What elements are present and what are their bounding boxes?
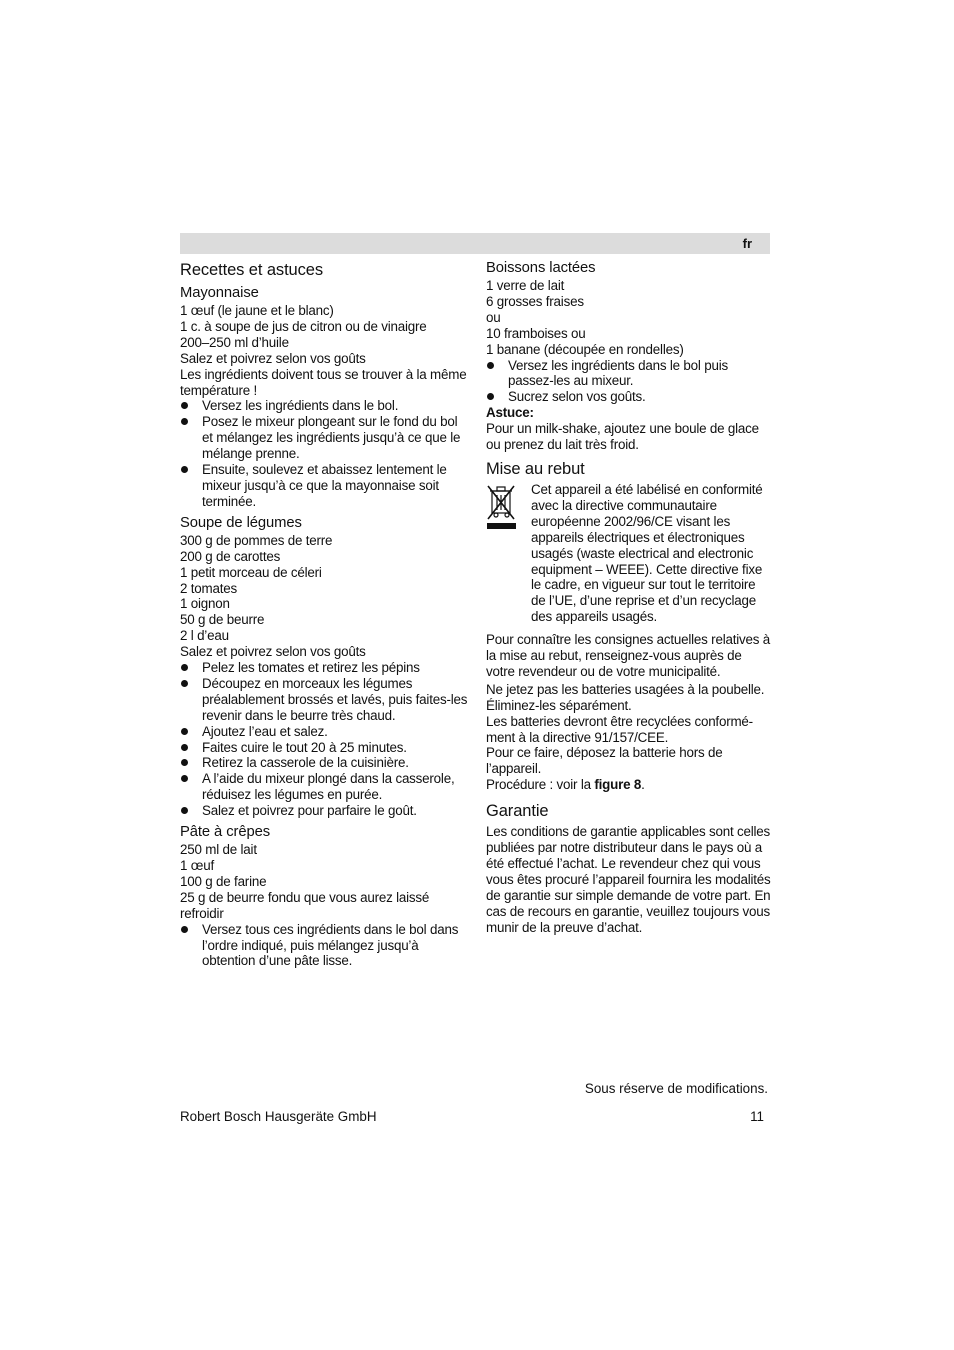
ingredient-line: 10 framboises ou	[486, 325, 586, 341]
footer-note: Sous réserve de modifications.	[584, 1081, 768, 1096]
step-item: Retirez la casserole de la cuisinière.	[180, 755, 468, 771]
ingredient-line: 50 g de beurre	[180, 612, 265, 628]
weee-notice	[486, 482, 772, 625]
ingredient-line: Salez et poivrez selon vos goûts	[180, 644, 366, 660]
ingredient-line: 300 g de pommes de terre	[180, 532, 333, 548]
step-item: Versez tous ces ingrédients dans le bol dans l’ordre indiqué, puis mélangez jusqu’à obtention d’une pâte lisse.	[180, 922, 468, 970]
ingredient-line: Les ingrédients doivent tous se trouver à la même température !	[180, 366, 467, 398]
ingredient-line: 1 verre de lait	[486, 278, 565, 293]
step-item: Versez les ingrédients dans le bol.	[180, 398, 468, 414]
step-item: Ajoutez l’eau et salez.	[180, 724, 468, 740]
tip-label: Astuce:	[486, 405, 534, 421]
battery-line: Pour ce faire, déposez la batterie hors de l’appareil.	[486, 745, 723, 777]
crossed-bin-icon	[486, 482, 531, 625]
ingredient-line: 200–250 ml d’huile	[180, 334, 289, 350]
step-item: Sucrez selon vos goûts.	[486, 389, 772, 405]
right-column	[486, 257, 772, 936]
header-bar	[180, 233, 770, 254]
step-item: Pelez les tomates et retirez les pépins	[180, 660, 468, 676]
soupe-steps	[180, 660, 468, 819]
step-item: Faites cuire le tout 20 à 25 minutes.	[180, 740, 468, 756]
weee-text: Cet appareil a été labélisé en conformité avec la directive communautaire européenne 2002/96/CE visant les appareils électriques et électroniques usagés (waste electrical and electronic equipment – WEEE). Cette directive fixe le cadre, en vigueur sur tout le territoire de l’UE, d’une reprise et d’un recyclage des appareils usagés.	[531, 481, 763, 625]
mayonnaise-steps	[180, 398, 468, 509]
battery-line: Les batteries devront être recyclées conformé-ment à la directive 91/157/CEE.	[486, 713, 753, 745]
step-item: Salez et poivrez pour parfaire le goût.	[180, 803, 468, 819]
battery-line: Éliminez-les séparément.	[486, 697, 632, 713]
ingredient-line: 25 g de beurre fondu que vous aurez laissé refroidir	[180, 889, 430, 921]
boissons-steps	[486, 358, 772, 406]
ingredient-line: Salez et poivrez selon vos goûts	[180, 350, 366, 366]
recipe-title-soupe: Soupe de légumes	[180, 514, 302, 531]
step-item: Posez le mixeur plongeant sur le fond du bol et mélangez les ingrédients jusqu’à ce que le mélange prenne.	[180, 414, 468, 462]
ingredient-line: 200 g de carottes	[180, 548, 281, 564]
battery-paragraph	[486, 682, 772, 777]
section-title-warranty: Garantie	[486, 802, 549, 821]
section-title-recipes: Recettes et astuces	[180, 261, 324, 279]
mayonnaise-ingredients	[180, 303, 468, 398]
ingredient-line: 2 tomates	[180, 580, 237, 596]
recipe-title-mayonnaise: Mayonnaise	[180, 285, 259, 301]
step-item: A l’aide du mixeur plongé dans la casserole, réduisez les légumes en purée.	[180, 771, 468, 803]
figure-reference: figure 8	[594, 777, 642, 793]
crepes-steps	[180, 922, 468, 970]
language-label: fr	[742, 236, 752, 251]
ingredient-line: 6 grosses fraises	[486, 293, 584, 309]
ingredient-line: 1 oignon	[180, 596, 230, 612]
step-item: Découpez en morceaux les légumes préalablement brossés et lavés, puis faites-les revenir dans le beurre très chaud.	[180, 676, 468, 724]
ingredient-line: 100 g de farine	[180, 873, 267, 889]
left-column	[180, 257, 468, 969]
procedure-line	[486, 777, 772, 793]
recipe-title-boissons: Boissons lactées	[486, 260, 596, 276]
ingredient-line: 250 ml de lait	[180, 842, 257, 858]
ingredient-line: 2 l d’eau	[180, 628, 229, 644]
section-title-disposal: Mise au rebut	[486, 459, 585, 478]
ingredient-line: ou	[486, 309, 501, 325]
disposal-paragraph: Pour connaître les consignes actuelles relatives à la mise au rebut, renseignez-vous auprès de votre revendeur ou de votre municipalité.	[486, 632, 771, 679]
warranty-text: Les conditions de garantie applicables sont celles publiées par notre distributeur dans le pays où a été effectué l’achat. Le revendeur chez qui vous vous êtes procuré l’appareil fournira les modalités de garantie sur simple demande de votre part. En cas de recours en garantie, veuillez toujours vous munir de la preuve d’achat.	[486, 824, 771, 935]
procedure-prefix: Procédure : voir la	[486, 777, 595, 793]
procedure-suffix: .	[641, 777, 645, 793]
ingredient-line: 1 œuf	[180, 858, 214, 873]
step-item: Ensuite, soulevez et abaissez lentement le mixeur jusqu’à ce que la mayonnaise soit terminée.	[180, 462, 468, 510]
page-number: 11	[750, 1109, 764, 1124]
recipe-title-crepes: Pâte à crêpes	[180, 824, 271, 841]
boissons-ingredients	[486, 278, 772, 358]
battery-line: Ne jetez pas les batteries usagées à la poubelle.	[486, 681, 765, 697]
ingredient-line: 1 œuf (le jaune et le blanc)	[180, 303, 334, 318]
soupe-ingredients	[180, 533, 468, 660]
ingredient-line: 1 banane (découpée en rondelles)	[486, 341, 684, 357]
footer-company: Robert Bosch Hausgeräte GmbH	[180, 1109, 377, 1124]
crepes-ingredients	[180, 842, 468, 922]
tip-text: Pour un milk-shake, ajoutez une boule de glace ou prenez du lait très froid.	[486, 421, 759, 453]
ingredient-line: 1 petit morceau de céleri	[180, 564, 322, 580]
step-item: Versez les ingrédients dans le bol puis passez-les au mixeur.	[486, 358, 772, 390]
ingredient-line: 1 c. à soupe de jus de citron ou de vinaigre	[180, 318, 427, 334]
